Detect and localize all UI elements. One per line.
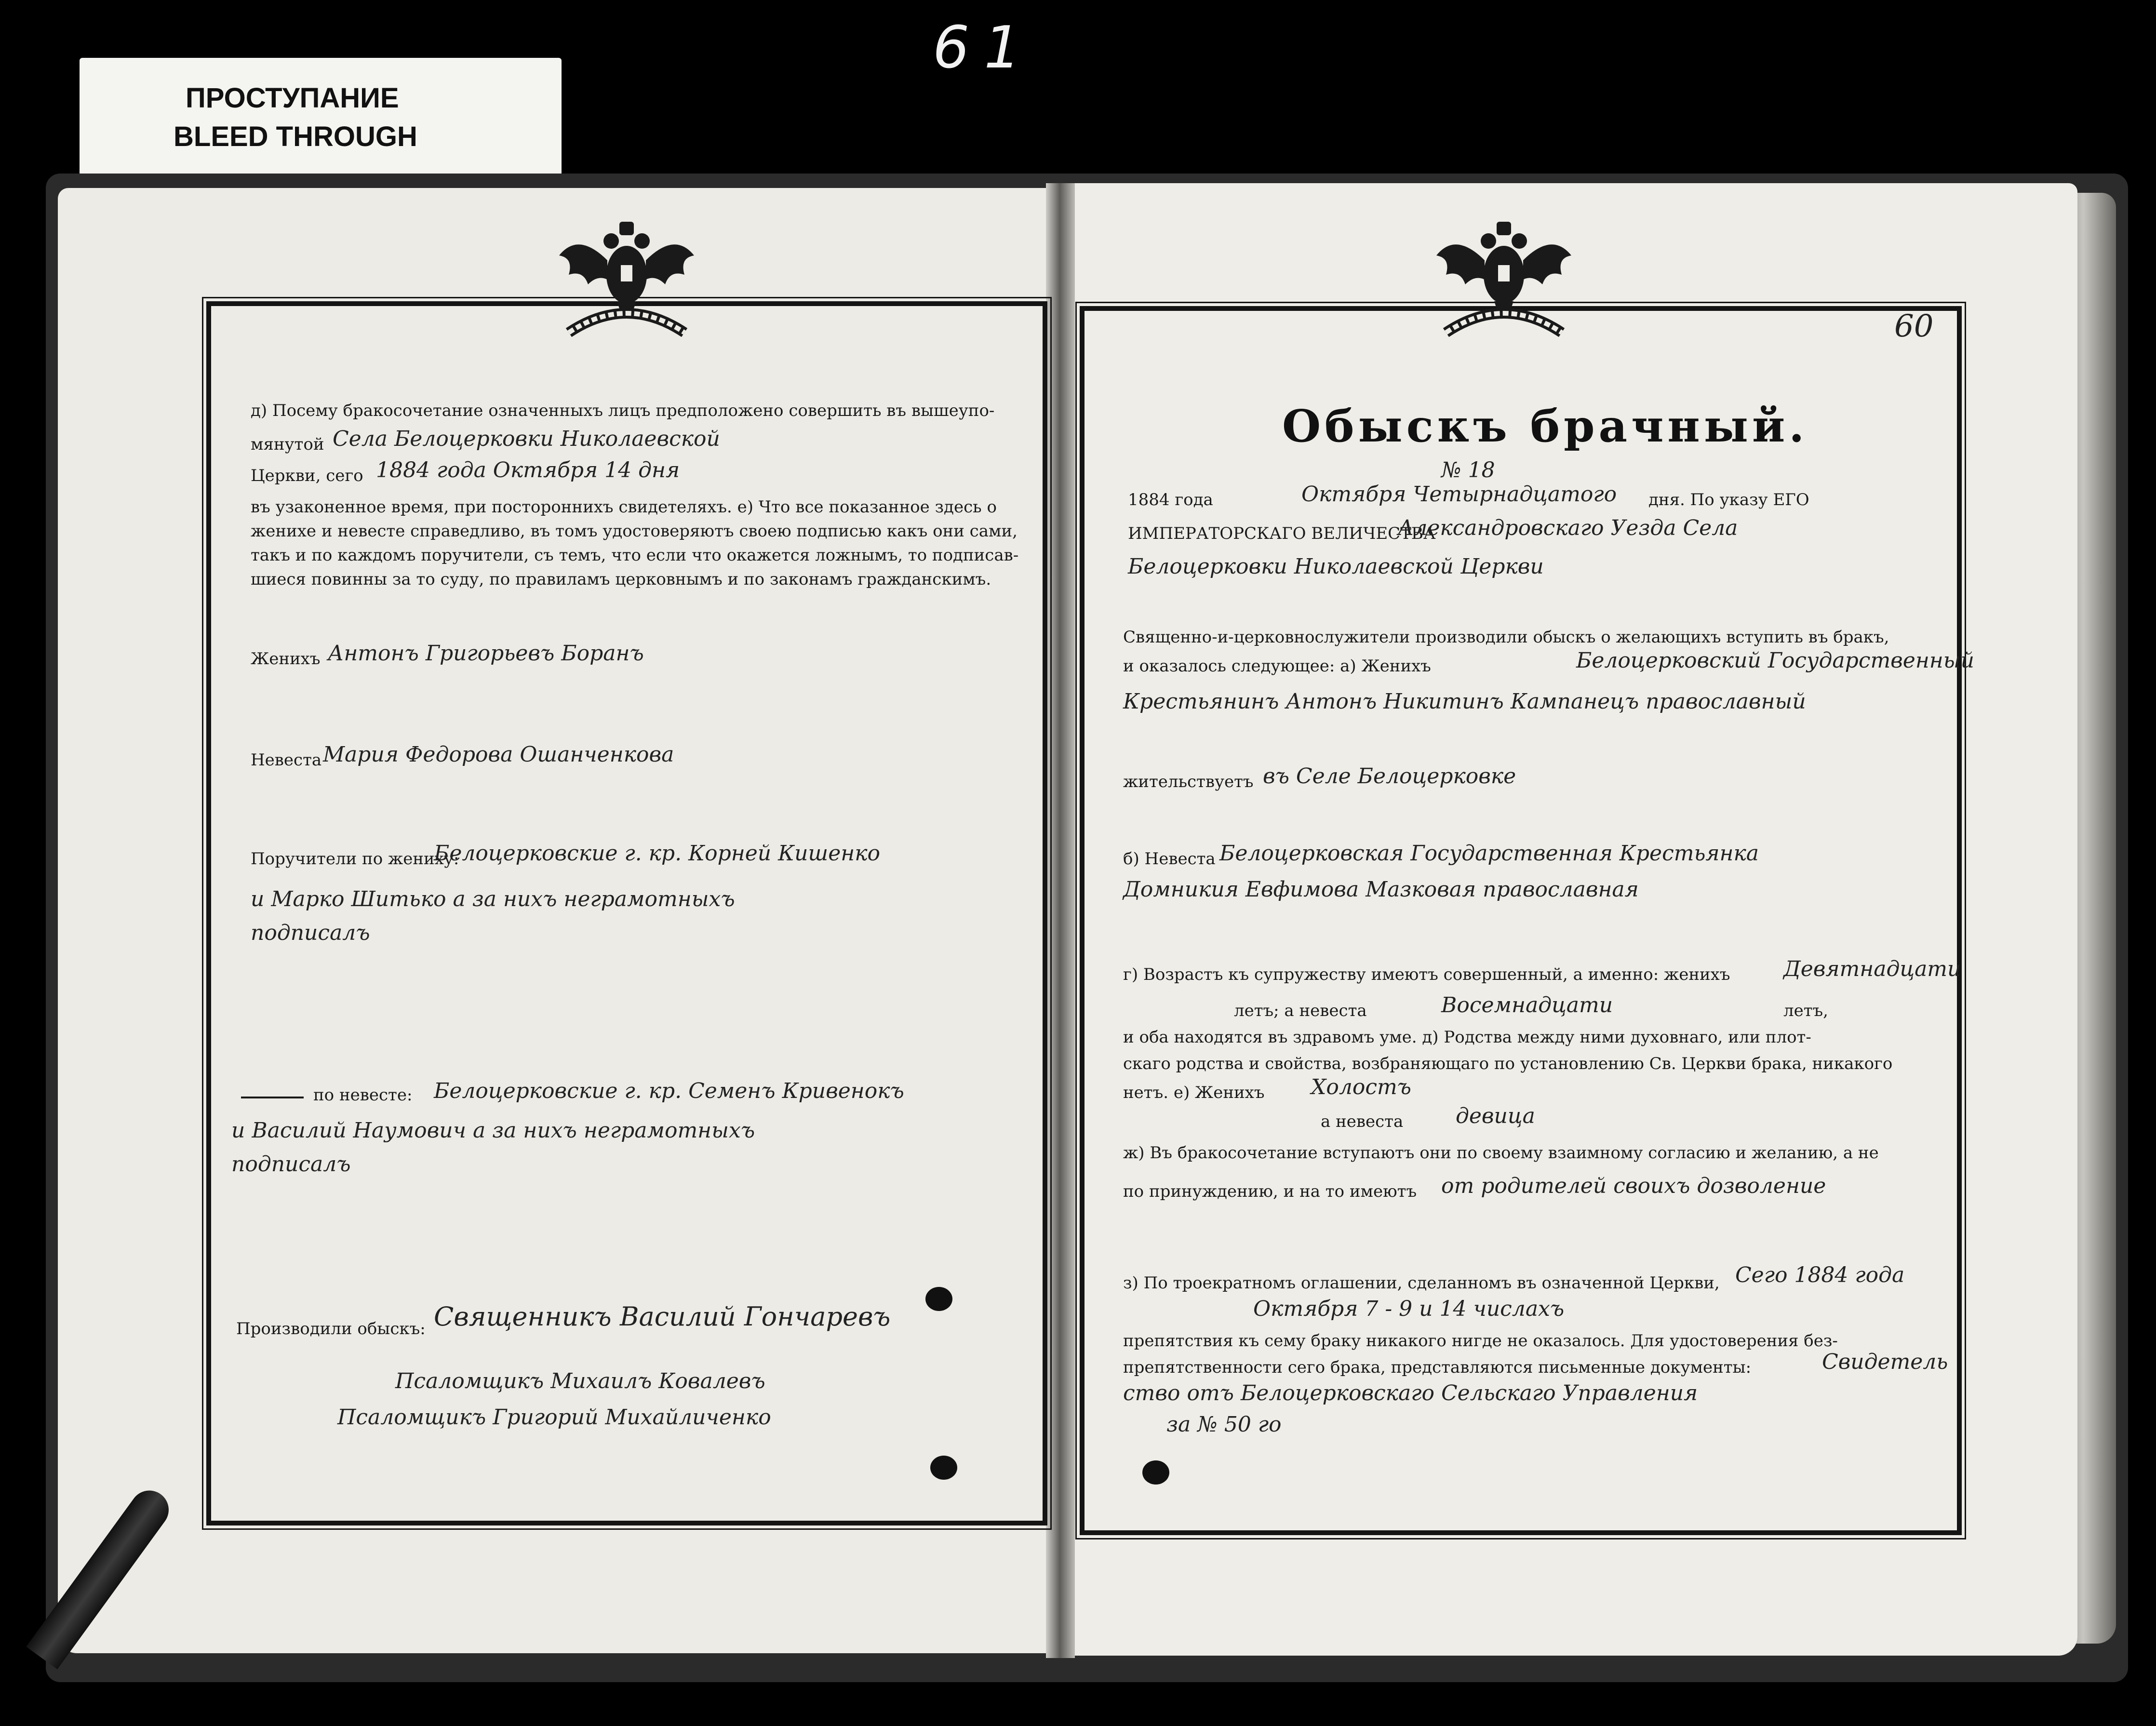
investigator-signature: Псаломщикъ Григорий Михайличенко — [337, 1405, 771, 1430]
age-line: скаго родства и свойства, возбраняющаго по установлению Св. Церкви брака, никакого — [1123, 1054, 1893, 1073]
date-line-suffix: дня. По указу ЕГО — [1648, 490, 1809, 509]
ink-blot — [1142, 1460, 1169, 1485]
investigator-signature: Священникъ Василий Гончаревъ — [434, 1301, 891, 1332]
bride-age-handwriting: Восемнадцати — [1441, 993, 1613, 1017]
banns-handwriting: Свидетель — [1822, 1350, 1948, 1374]
church-handwriting: Белоцерковки Николаевской Церкви — [1128, 554, 1544, 579]
bleed-label-ru: ПРОСТУПАНИЕ — [186, 82, 399, 114]
banns-line: препятственности сего брака, представляются письменные документы: — [1123, 1358, 1752, 1377]
groom-age-handwriting: Девятнадцати — [1783, 957, 1961, 981]
age-line: г) Возрастъ къ супружеству имеютъ совершенный, а именно: женихъ — [1123, 965, 1730, 984]
section-a-line: и оказалось следующее: а) Женихъ — [1123, 656, 1431, 676]
date-handwriting: 1884 года Октября 14 дня — [376, 458, 680, 482]
intro-line: д) Посему бракосочетание означенныхъ лицъ предположено совершить въ вышеупо- — [251, 401, 995, 420]
banns-handwriting: Сего 1884 года — [1735, 1263, 1905, 1287]
guarantors-groom-label: Поручители по жениху: — [251, 849, 459, 869]
ink-blot — [930, 1456, 957, 1480]
guarantors-groom-handwriting: подписалъ — [251, 921, 370, 945]
age-line: и оба находятся въ здравомъ уме. д) Родства между ними духовнаго, или плот- — [1123, 1028, 1811, 1047]
section-a-line: Священно-и-церковнослужители производили обыскъ о желающихъ вступить въ бракъ, — [1123, 628, 1889, 647]
bride-status-handwriting: девица — [1456, 1104, 1535, 1128]
date-line-prefix: 1884 года — [1128, 490, 1213, 509]
guarantors-bride-handwriting: Белоцерковские г. кр. Семенъ Кривенокъ — [434, 1079, 904, 1103]
banns-line: з) По троекратномъ оглашении, сделанномъ въ означенной Церкви, — [1123, 1273, 1720, 1293]
bleed-label-en: BLEED THROUGH — [174, 121, 417, 152]
record-number-handwriting: № 18 — [1441, 458, 1495, 482]
imperial-line: ИМПЕРАТОРСКАГО ВЕЛИЧЕСТВА — [1128, 524, 1436, 543]
investigator-signature: Псаломщикъ Михаилъ Ковалевъ — [395, 1369, 765, 1393]
age-line: летъ, — [1783, 1001, 1828, 1020]
intro-line: шиеся повинны за то суду, по правиламъ церковнымъ и по законамъ гражданскимъ. — [251, 570, 991, 589]
church-handwriting: Села Белоцерковки Николаевской — [333, 427, 720, 451]
uezd-handwriting: Александровскаго Уезда Села — [1398, 516, 1738, 540]
groom-handwriting: Белоцерковский Государственный — [1576, 648, 1974, 673]
age-line: летъ; а невеста — [1234, 1001, 1367, 1020]
book-gutter — [1046, 183, 1075, 1658]
dash-rule — [241, 1097, 304, 1098]
bride-handwriting: Мария Федорова Ошанченкова — [323, 742, 674, 767]
residence-label: жительствуетъ — [1123, 772, 1254, 791]
page-number-handwriting: 60 — [1894, 308, 1934, 344]
guarantors-groom-handwriting: и Марко Шитько а за нихъ неграмотныхъ — [251, 887, 735, 911]
banns-handwriting: Октября 7 - 9 и 14 числахъ — [1253, 1297, 1565, 1321]
intro-line: Церкви, сего — [251, 466, 363, 485]
ink-blot — [925, 1287, 952, 1311]
bride-handwriting: Домникия Евфимова Мазковая православная — [1123, 877, 1639, 902]
document-title: Обыскъ брачный. — [1282, 400, 1808, 452]
groom-handwriting: Крестьянинъ Антонъ Никитинъ Кампанецъ православный — [1123, 689, 1806, 714]
intro-line: женихе и невесте справедливо, въ томъ удостоверяютъ своею подписью какъ они сами, — [251, 522, 1018, 541]
consent-line: ж) Въ бракосочетание вступаютъ они по своему взаимному согласию и желанию, а не — [1123, 1143, 1879, 1163]
guarantors-bride-handwriting: подписалъ — [231, 1152, 351, 1177]
groom-label: Женихъ — [251, 649, 321, 669]
coat-of-arms-icon — [549, 212, 704, 352]
intro-line: мянутой — [251, 435, 324, 454]
guarantors-bride-label: по невесте: — [313, 1085, 413, 1105]
banns-handwriting: ство отъ Белоцерковскаго Сельскаго Управления — [1123, 1381, 1698, 1405]
intro-line: такъ и по каждомъ поручители, съ темъ, что если что окажется ложнымъ, то подписав- — [251, 546, 1019, 565]
banns-line: препятствия къ сему браку никакого нигде не оказалось. Для удостоверения без- — [1123, 1331, 1838, 1351]
date-handwriting: Октября Четырнадцатого — [1301, 482, 1617, 507]
bride-label: б) Невеста — [1123, 849, 1216, 869]
residence-handwriting: въ Селе Белоцерковке — [1263, 764, 1516, 789]
consent-line: по принуждению, и на то имеютъ — [1123, 1182, 1417, 1201]
groom-handwriting: Антонъ Григорьевъ Боранъ — [328, 641, 644, 666]
archive-number: 61 — [933, 14, 1035, 81]
age-line: нетъ. е) Женихъ — [1123, 1083, 1265, 1102]
bride-handwriting: Белоцерковская Государственная Крестьянка — [1219, 841, 1759, 866]
bleed-through-label — [80, 58, 562, 193]
bride-label: Невеста — [251, 750, 322, 770]
age-line: а невеста — [1321, 1112, 1404, 1131]
consent-handwriting: от родителей своихъ дозволение — [1441, 1174, 1826, 1198]
guarantors-bride-handwriting: и Василий Наумович а за нихъ неграмотныхъ — [231, 1118, 755, 1143]
banns-handwriting: за № 50 го — [1166, 1412, 1282, 1437]
coat-of-arms-icon — [1427, 212, 1581, 352]
groom-status-handwriting: Холостъ — [1311, 1075, 1412, 1099]
intro-line: въ узаконенное время, при постороннихъ свидетеляхъ. е) Что все показанное здесь о — [251, 497, 997, 517]
investigators-label: Производили обыскъ: — [236, 1319, 426, 1338]
guarantors-groom-handwriting: Белоцерковские г. кр. Корней Кишенко — [434, 841, 880, 866]
